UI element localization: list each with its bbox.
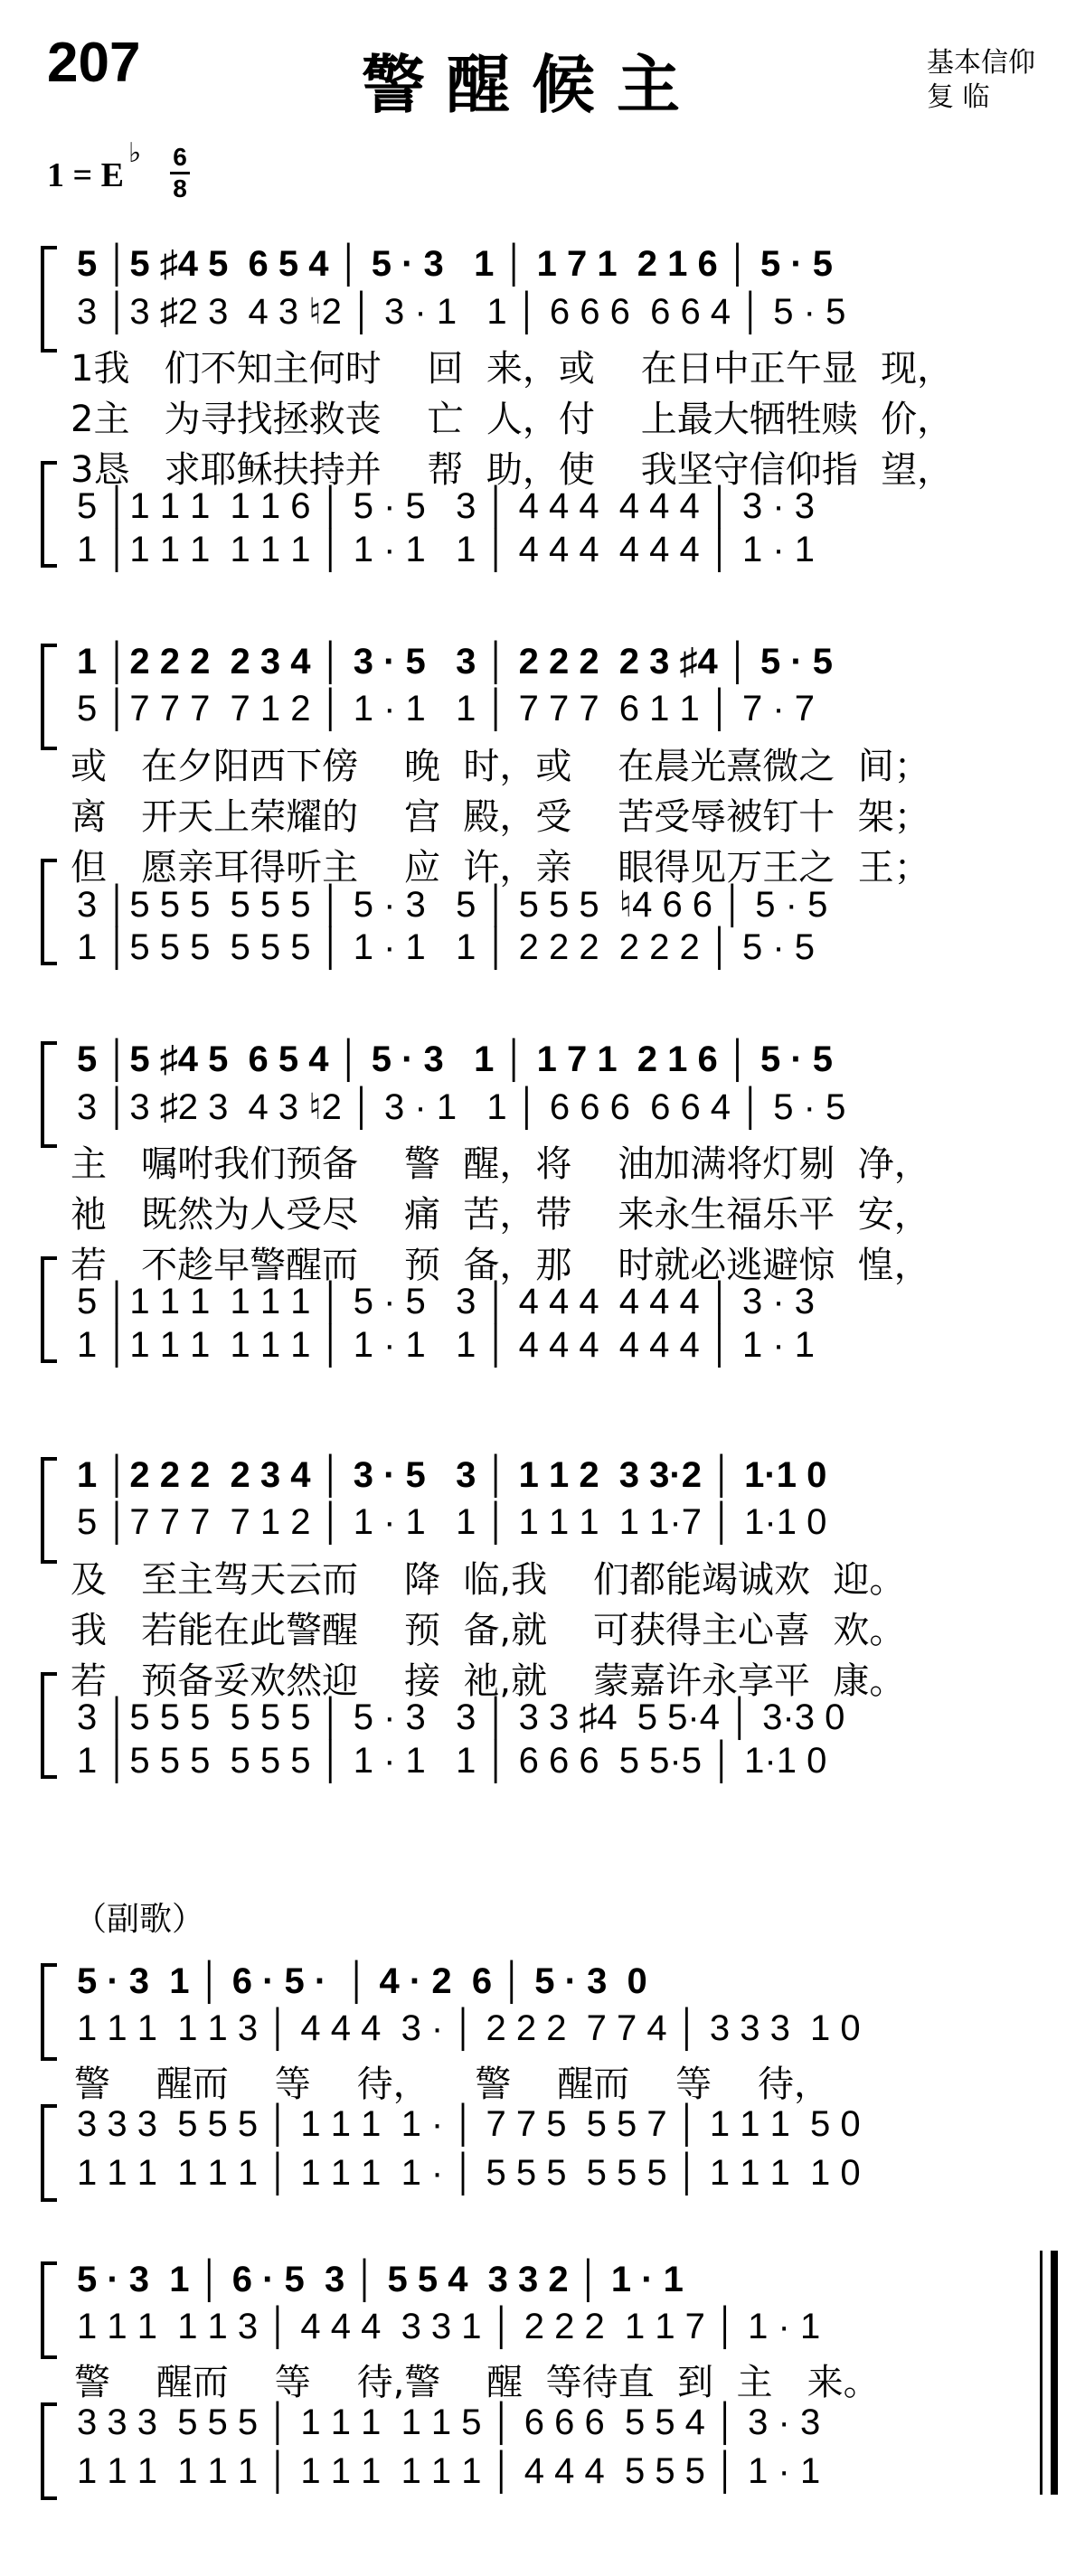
soprano-line: 5 · 3 1 │ 6 · 5 · │ 4 · 2 6 │ 5 · 3 0 xyxy=(77,1961,647,2001)
time-signature xyxy=(170,143,190,203)
lower-staff-bracket xyxy=(41,2104,57,2202)
upper-staff-bracket xyxy=(41,1457,57,1564)
tenor-line: 5 │1 1 1 1 1 1 │ 5 · 5 3 │ 4 4 4 4 4 4 │ 3 · 3 xyxy=(77,1282,816,1321)
alto-line: 3 │3 ♯2 3 4 3 ♮2 │ 3 · 1 1 │ 6 6 6 6 6 4 │ 5 · 5 xyxy=(77,1087,846,1127)
bass-line: 1 1 1 1 1 1 │ 1 1 1 1 1 1 │ 4 4 4 5 5 5 │ 1 · 1 xyxy=(77,2451,821,2491)
chorus-label: （副歌） xyxy=(74,1901,205,1938)
alto-line: 5 │7 7 7 7 1 2 │ 1 · 1 1 │ 7 7 7 6 1 1 │ 7 · 7 xyxy=(77,689,816,729)
lyrics-verse-3: 但 愿亲耳得听主 应 许，亲 眼得见万王之 王； xyxy=(71,847,930,888)
lyrics-verse-3: 3恳 求耶稣扶持并 帮 助，使 我坚守信仰指 望， xyxy=(71,449,954,491)
lyrics-verse-2: 2主 为寻找拯救丧 亡 人，付 上最大牺牲赎 价， xyxy=(71,399,954,440)
lower-staff-bracket xyxy=(41,2402,57,2500)
lyrics-verse-1: 主 嘱咐我们预备 警 醒，将 油加满将灯剔 净， xyxy=(71,1143,930,1185)
key-flat-symbol: ♭ xyxy=(128,137,142,169)
alto-line: 1 1 1 1 1 3 │ 4 4 4 3 · │ 2 2 2 7 7 4 │ 3 3 3 1 0 xyxy=(77,2008,861,2048)
soprano-line: 1 │2 2 2 2 3 4 │ 3 · 5 3 │ 1 1 2 3 3·2 │ 1·1 0 xyxy=(77,1455,827,1495)
lyrics-verse-1: 及 至主驾天云而 降 临,我 们都能竭诚欢 迎。 xyxy=(71,1559,906,1601)
verse-system-1 xyxy=(0,226,1085,588)
bass-line: 1 │1 1 1 1 1 1 │ 1 · 1 1 │ 4 4 4 4 4 4 │ 1 · 1 xyxy=(77,530,816,569)
upper-staff-bracket xyxy=(41,1041,57,1148)
upper-staff-bracket xyxy=(41,644,57,750)
hymn-subcategory: 复 临 xyxy=(927,81,990,113)
lower-staff-bracket xyxy=(41,1672,57,1779)
final-barline-thick xyxy=(1051,2251,1058,2495)
tenor-line: 5 │1 1 1 1 1 6 │ 5 · 5 3 │ 4 4 4 4 4 4 │ 3 · 3 xyxy=(77,486,816,526)
chorus-system-2 xyxy=(0,2242,1085,2531)
tenor-line: 3 3 3 5 5 5 │ 1 1 1 1 · │ 7 7 5 5 5 7 │ 1 1 1 5 0 xyxy=(77,2104,861,2144)
lyrics-verse-1: 1我 们不知主何时 回 来，或 在日中正午显 现， xyxy=(71,348,954,390)
chorus-system-1 xyxy=(0,1943,1085,2214)
chorus-lyrics: 警 醒而 等 待， 警 醒而 等 待， xyxy=(74,2064,831,2105)
tenor-line: 3 3 3 5 5 5 │ 1 1 1 1 1 5 │ 6 6 6 5 5 4 │ 3 · 3 xyxy=(77,2402,821,2442)
upper-staff-bracket xyxy=(41,246,57,353)
bass-line: 1 │5 5 5 5 5 5 │ 1 · 1 1 │ 6 6 6 5 5·5 │ 1·1 0 xyxy=(77,1741,827,1781)
lyrics-verse-2: 离 开天上荣耀的 宫 殿，受 苦受辱被钉十 架； xyxy=(71,796,930,838)
alto-line: 1 1 1 1 1 3 │ 4 4 4 3 3 1 │ 2 2 2 1 1 7 │ 1 · 1 xyxy=(77,2307,821,2346)
lower-staff-bracket xyxy=(41,461,57,568)
key-signature: 1 = E xyxy=(47,156,124,194)
tenor-line: 3 │5 5 5 5 5 5 │ 5 · 3 5 │ 5 5 5 ♮4 6 6 │ 5 · 5 xyxy=(77,885,828,925)
lyrics-verse-2: 祂 既然为人受尽 痛 苦，带 来永生福乐平 安， xyxy=(71,1194,930,1236)
hymn-title: 警醒候主 xyxy=(362,48,702,122)
verse-system-3 xyxy=(0,1021,1085,1383)
time-signature-bottom: 8 xyxy=(173,174,187,202)
soprano-line: 5 │5 ♯4 5 6 5 4 │ 5 · 3 1 │ 1 7 1 2 1 6 │ 5 · 5 xyxy=(77,244,834,284)
verse-system-2 xyxy=(0,624,1085,985)
hymn-number: 207 xyxy=(47,32,141,94)
lyrics-verse-1: 或 在夕阳西下傍 晚 时，或 在晨光熹微之 间； xyxy=(71,746,930,787)
soprano-line: 1 │2 2 2 2 3 4 │ 3 · 5 3 │ 2 2 2 2 3 ♯4 │ 5 · 5 xyxy=(77,642,834,682)
lyrics-verse-3: 若 预备妥欢然迎 接 祂,就 蒙嘉许永享平 康。 xyxy=(71,1660,906,1702)
chorus-lyrics: 警 醒而 等 待,警 醒 等待直 到 主 来。 xyxy=(74,2362,880,2403)
hymn-category: 基本信仰 xyxy=(927,47,1035,79)
bass-line: 1 │1 1 1 1 1 1 │ 1 · 1 1 │ 4 4 4 4 4 4 │ 1 · 1 xyxy=(77,1325,816,1365)
alto-line: 5 │7 7 7 7 1 2 │ 1 · 1 1 │ 1 1 1 1 1·7 │ 1·1 0 xyxy=(77,1502,827,1542)
bass-line: 1 │5 5 5 5 5 5 │ 1 · 1 1 │ 2 2 2 2 2 2 │ 5 · 5 xyxy=(77,927,816,967)
lower-staff-bracket xyxy=(41,859,57,965)
verse-system-4 xyxy=(0,1437,1085,1799)
soprano-line: 5 │5 ♯4 5 6 5 4 │ 5 · 3 1 │ 1 7 1 2 1 6 │ 5 · 5 xyxy=(77,1039,834,1079)
lyrics-verse-3: 若 不趁早警醒而 预 备，那 时就必逃避惊 惶， xyxy=(71,1245,930,1286)
upper-staff-bracket xyxy=(41,1963,57,2061)
final-barline-thin xyxy=(1040,2251,1043,2495)
lower-staff-bracket xyxy=(41,1256,57,1363)
soprano-line: 5 · 3 1 │ 6 · 5 3 │ 5 5 4 3 3 2 │ 1 · 1 xyxy=(77,2260,684,2299)
time-signature-top: 6 xyxy=(173,143,187,171)
bass-line: 1 1 1 1 1 1 │ 1 1 1 1 · │ 5 5 5 5 5 5 │ 1 1 1 1 0 xyxy=(77,2153,861,2193)
upper-staff-bracket xyxy=(41,2261,57,2359)
alto-line: 3 │3 ♯2 3 4 3 ♮2 │ 3 · 1 1 │ 6 6 6 6 6 4 │ 5 · 5 xyxy=(77,292,846,332)
tenor-line: 3 │5 5 5 5 5 5 │ 5 · 3 3 │ 3 3 ♯4 5 5·4 │ 3·3 0 xyxy=(77,1697,845,1737)
lyrics-verse-2: 我 若能在此警醒 预 备,就 可获得主心喜 欢。 xyxy=(71,1610,906,1651)
